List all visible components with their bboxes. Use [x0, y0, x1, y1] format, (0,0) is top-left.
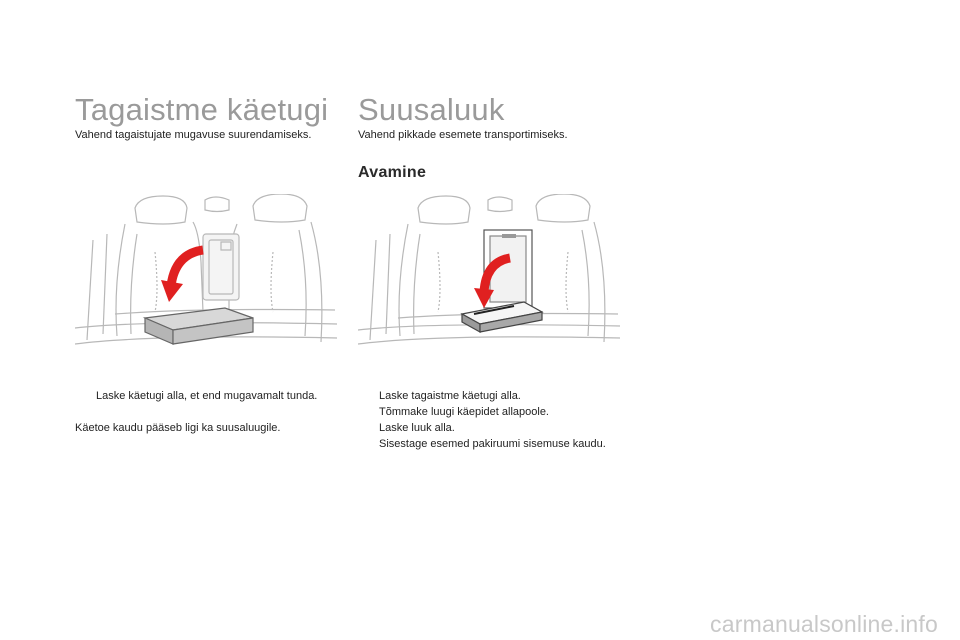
ski-hatch-illustration [358, 194, 620, 350]
ski-hatch-section [358, 92, 628, 450]
ski-hatch-subtitle: Vahend pikkade esemete transportimiseks. [358, 129, 568, 141]
step-text: Tõmmake luugi käepidet allapoole. [379, 406, 549, 418]
ski-hatch-seat-drawing [358, 194, 620, 350]
step-text: Laske käetugi alla, et end mugavamalt tunda. [96, 390, 318, 402]
list-item [358, 388, 628, 404]
armrest-section [75, 92, 345, 434]
step-text: Laske tagaistme käetugi alla. [379, 390, 521, 402]
watermark: carmanualsonline.info [710, 611, 938, 637]
down-arrow-icon [161, 250, 203, 302]
armrest-illustration [75, 194, 337, 350]
armrest-steps [75, 388, 345, 404]
step-text: Sisestage esemed pakiruumi sisemuse kaudu. [379, 438, 606, 450]
section-title-opening: Avamine [358, 164, 427, 181]
page-title-armrest: Tagaistme käetugi [75, 92, 329, 127]
list-item [358, 404, 628, 420]
armrest-subtitle: Vahend tagaistujate mugavuse suurendamiseks. [75, 129, 312, 141]
page-title-ski-hatch: Suusaluuk [358, 92, 505, 127]
list-item [358, 436, 628, 452]
armrest-seat-drawing [75, 194, 337, 350]
list-item [358, 420, 628, 436]
list-item [75, 388, 345, 404]
step-text: Laske luuk alla. [379, 422, 455, 434]
armrest-note: Käetoe kaudu pääseb ligi ka suusaluugile. [75, 422, 281, 434]
ski-hatch-steps [358, 388, 628, 452]
